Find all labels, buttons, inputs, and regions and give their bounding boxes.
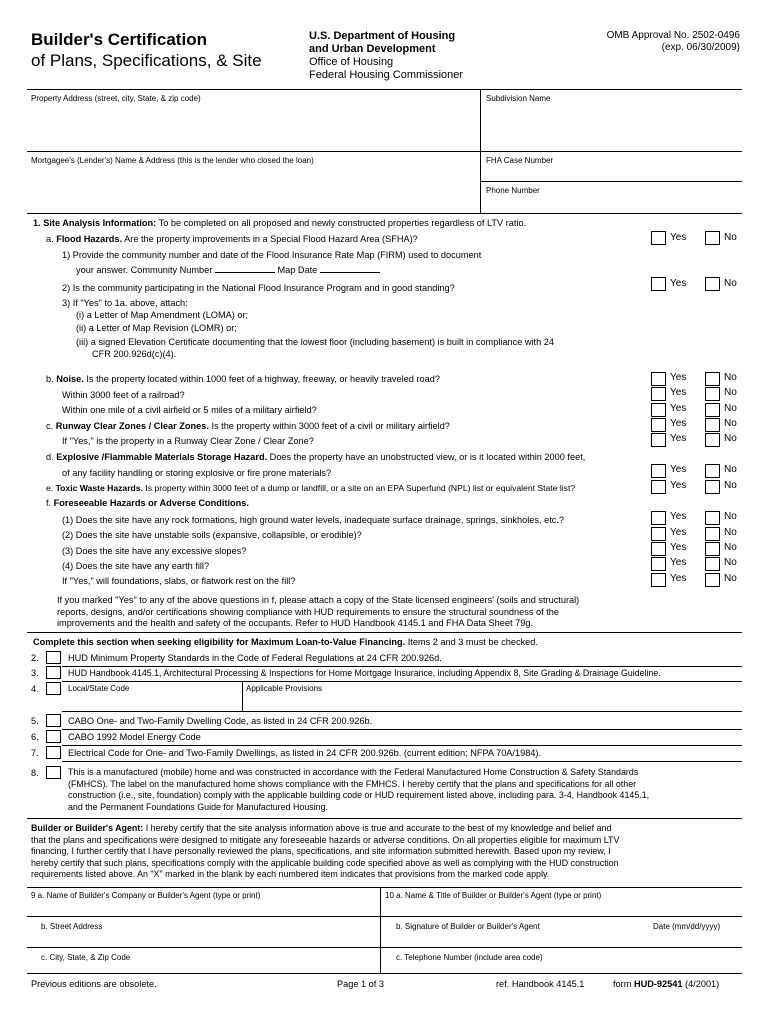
yes-checkbox[interactable]: [651, 231, 666, 245]
yes-label: Yes: [670, 278, 687, 289]
divider: [380, 887, 381, 973]
no-label: No: [724, 573, 737, 584]
community-number-field[interactable]: [215, 265, 275, 273]
divider: [62, 711, 742, 712]
divider: [27, 973, 742, 974]
yes-checkbox[interactable]: [651, 511, 666, 525]
omb-expiration: (exp. 06/30/2009): [661, 42, 740, 53]
agency-name-2: and Urban Development: [309, 43, 436, 55]
fha-case-field[interactable]: FHA Case Number: [486, 156, 554, 165]
item-8-text: This is a manufactured (mobile) home and was constructed in accordance with the Federal Manufactured Home Construction & Safety Standards (FMHCS). The label on the manufactured home shows compliance with the FMHCS. I hereby certify that the plans and specifications for all other construction (i.e., site, foundation) comply with the applicable building code or HUD requirement listed above, including para. 3-4, Handbook 4145.1, and the Permanent Foundations Guide for Manufactured Housing.: [68, 767, 650, 812]
yes-label: Yes: [670, 527, 687, 538]
divider: [242, 681, 243, 711]
telephone-field[interactable]: c. Telephone Number (include area code): [396, 953, 543, 962]
yes-label: Yes: [670, 480, 687, 491]
item-number: 4.: [31, 684, 39, 694]
item-5-checkbox[interactable]: [46, 714, 61, 727]
yes-label: Yes: [670, 511, 687, 522]
form-number: form HUD-92541 (4/2001): [613, 979, 720, 989]
divider: [27, 151, 742, 152]
yes-checkbox[interactable]: [651, 433, 666, 447]
no-label: No: [724, 403, 737, 414]
q-1b: b. Noise. Is the property located within 1000 feet of a highway, freeway, or heavily traveled road?: [46, 374, 440, 384]
no-checkbox[interactable]: [705, 511, 720, 525]
no-checkbox[interactable]: [705, 372, 720, 386]
yes-label: Yes: [670, 418, 687, 429]
divider: [27, 887, 742, 888]
no-checkbox[interactable]: [705, 403, 720, 417]
no-checkbox[interactable]: [705, 527, 720, 541]
no-checkbox[interactable]: [705, 418, 720, 432]
no-label: No: [724, 232, 737, 243]
agency-name: U.S. Department of Housing: [309, 30, 456, 42]
no-checkbox[interactable]: [705, 557, 720, 571]
item-7-text: Electrical Code for One- and Two-Family Dwellings, as listed in 24 CFR 200.926b. (current edition; NFPA 70A/1984).: [68, 748, 542, 758]
mortgagee-field[interactable]: Mortgagee's (Lender's) Name & Address (this is the lender who closed the loan): [31, 156, 314, 165]
divider: [27, 916, 742, 917]
no-checkbox[interactable]: [705, 464, 720, 478]
no-label: No: [724, 372, 737, 383]
subdivision-field[interactable]: Subdivision Name: [486, 94, 551, 103]
q-1a-3-i: (i) a Letter of Map Amendment (LOMA) or;: [76, 310, 249, 320]
agency-office: Office of Housing: [309, 56, 394, 68]
no-label: No: [724, 464, 737, 475]
local-code-field[interactable]: Local/State Code: [68, 684, 130, 693]
no-checkbox[interactable]: [705, 387, 720, 401]
item-6-checkbox[interactable]: [46, 730, 61, 743]
divider: [62, 745, 742, 746]
q-1a-3: 3) If "Yes" to 1a. above, attach:: [62, 298, 188, 308]
divider: [480, 181, 742, 182]
no-label: No: [724, 557, 737, 568]
item-2-text: HUD Minimum Property Standards in the Code of Federal Regulations at 24 CFR 200.926d.: [68, 653, 442, 663]
q-1a-3-ii: (ii) a Letter of Map Revision (LOMR) or;: [76, 323, 237, 333]
yes-label: Yes: [670, 557, 687, 568]
q-1a: a. Flood Hazards. Are the property improvements in a Special Flood Hazard Area (SFHA)?: [46, 234, 418, 244]
item-8-checkbox[interactable]: [46, 766, 61, 779]
item-number: 2.: [31, 653, 39, 663]
builder-name-title-field[interactable]: 10 a. Name & Title of Builder or Builder's Agent (type or print): [385, 891, 602, 900]
applicable-provisions-field[interactable]: Applicable Provisions: [246, 684, 323, 693]
agency-commissioner: Federal Housing Commissioner: [309, 69, 464, 81]
q-1a-3-iii: (iii) a signed Elevation Certificate documenting that the lowest floor (including basement) is built in compliance with 24: [76, 337, 554, 347]
yes-checkbox[interactable]: [651, 403, 666, 417]
no-checkbox[interactable]: [705, 480, 720, 494]
no-label: No: [724, 278, 737, 289]
property-address-field[interactable]: Property Address (street, city, State, & zip code): [31, 94, 201, 103]
omb-approval: [607, 30, 740, 54]
yes-label: Yes: [670, 232, 687, 243]
obsolete-notice: Previous editions are obsolete.: [31, 979, 157, 989]
divider: [62, 666, 742, 667]
item-number: 5.: [31, 716, 39, 726]
no-checkbox[interactable]: [705, 542, 720, 556]
yes-label: Yes: [670, 387, 687, 398]
item-7-checkbox[interactable]: [46, 746, 61, 759]
q-1a-1: 1) Provide the community number and date of the Flood Insurance Rate Map (FIRM) used to document: [62, 250, 482, 260]
q-1d-2: of any facility handling or storing explosive or fire prone materials?: [62, 468, 332, 478]
yes-label: Yes: [670, 464, 687, 475]
no-label: No: [724, 480, 737, 491]
no-label: No: [724, 418, 737, 429]
item-3-text: HUD Handbook 4145.1, Architectural Processing & Inspections for Home Mortgage Insurance, including Appendix 8, Site Grading & Drainage Guideline.: [68, 668, 661, 678]
item-number: 8.: [31, 768, 39, 778]
yes-checkbox[interactable]: [651, 480, 666, 494]
form-subtitle: of Plans, Specifications, & Site: [31, 51, 262, 70]
divider: [27, 632, 742, 633]
handbook-reference: ref. Handbook 4145.1: [496, 979, 585, 989]
ltv-heading: Complete this section when seeking eligibility for Maximum Loan-to-Value Financing. Items 2 and 3 must be checked.: [33, 637, 538, 647]
yes-label: Yes: [670, 403, 687, 414]
attachment-note: If you marked "Yes" to any of the above questions in f, please attach a copy of the State licensed engineers' (soils and structural) reports, designs, and/or certifications showing compliance with HUD requirements to ensure the structural soundness of the improvements and the health and safety of the occupants. Refer to HUD Handbook 4145.1 and FHA Data Sheet 79g.: [57, 595, 580, 628]
divider: [62, 761, 742, 762]
divider: [27, 213, 742, 214]
yes-checkbox[interactable]: [651, 557, 666, 571]
q-1f: f. Foreseeable Hazards or Adverse Conditions.: [46, 498, 249, 508]
yes-checkbox[interactable]: [651, 372, 666, 386]
item-5-text: CABO One- and Two-Family Dwelling Code, as listed in 24 CFR 200.926b.: [68, 716, 373, 726]
date-field[interactable]: Date (mm/dd/yyyy): [653, 922, 721, 931]
yes-checkbox[interactable]: [651, 527, 666, 541]
no-checkbox[interactable]: [705, 277, 720, 291]
yes-label: Yes: [670, 433, 687, 444]
yes-label: Yes: [670, 372, 687, 383]
agency-block: [309, 30, 463, 82]
yes-checkbox[interactable]: [651, 387, 666, 401]
q-1c: c. Runway Clear Zones / Clear Zones. Is the property within 3000 feet of a civil or military airfield?: [46, 421, 450, 431]
yes-label: Yes: [670, 542, 687, 553]
certification-statement: Builder or Builder's Agent: I hereby certify that the site analysis information above is true and accurate to the best of my knowledge and belief and that the plans and specifications were designed to mitigate any foreseeable hazards or adverse conditions. On all properties eligible for maximum LTV financing, I further certify that I have personally reviewed the plans, specifications, and site information submitted herewith. Based upon my review, I hereby certify that such plans, specifications comply with the applicable building code specified above as well as complying with the HUD construction requirements listed above. An "X" marked in the blank by each numbered item indicates that provisions from the marked code apply.: [31, 823, 620, 879]
divider: [62, 729, 742, 730]
q-1a-2: 2) Is the community participating in the National Flood Insurance Program and in good standing?: [62, 283, 455, 293]
divider: [27, 818, 742, 819]
q-1f-2: (2) Does the site have unstable soils (expansive, collapsible, or erodible)?: [62, 530, 362, 540]
yes-checkbox[interactable]: [651, 464, 666, 478]
q-1a-1-cont: your answer. Community Number Map Date: [76, 265, 380, 275]
q-1e: e. Toxic Waste Hazards. Is property within 3000 feet of a dump or landfill, or a site on an EPA Superfund (NPL) list or equivalent State list?: [46, 483, 576, 493]
item-number: 6.: [31, 732, 39, 742]
item-4-checkbox[interactable]: [46, 682, 61, 695]
no-label: No: [724, 387, 737, 398]
no-label: No: [724, 542, 737, 553]
no-checkbox[interactable]: [705, 573, 720, 587]
q-1f-1: (1) Does the site have any rock formations, high ground water levels, inadequate surface drainage, springs, sinkholes, etc.?: [62, 515, 565, 525]
omb-number: OMB Approval No. 2502-0496: [606, 30, 740, 41]
no-checkbox[interactable]: [705, 433, 720, 447]
yes-checkbox[interactable]: [651, 277, 666, 291]
item-2-checkbox[interactable]: [46, 651, 61, 664]
yes-checkbox[interactable]: [651, 542, 666, 556]
divider: [62, 681, 742, 682]
section1-heading: 1. Site Analysis Information: To be completed on all proposed and newly constructed properties regardless of LTV ratio.: [33, 218, 527, 228]
divider: [27, 947, 742, 948]
phone-field[interactable]: Phone Number: [486, 186, 540, 195]
item-6-text: CABO 1992 Model Energy Code: [68, 732, 201, 742]
item-number: 3.: [31, 668, 39, 678]
no-checkbox[interactable]: [705, 231, 720, 245]
city-state-zip-field[interactable]: c. City, State, & Zip Code: [41, 953, 131, 962]
item-number: 7.: [31, 748, 39, 758]
q-1c-2: If "Yes," is the property in a Runway Clear Zone / Clear Zone?: [62, 436, 314, 446]
yes-checkbox[interactable]: [651, 418, 666, 432]
yes-checkbox[interactable]: [651, 573, 666, 587]
q-1f-5: If "Yes," will foundations, slabs, or flatwork rest on the fill?: [62, 576, 296, 586]
no-label: No: [724, 527, 737, 538]
page-number: Page 1 of 3: [337, 979, 384, 989]
q-1b-2: Within 3000 feet of a railroad?: [62, 390, 185, 400]
no-label: No: [724, 433, 737, 444]
item-3-checkbox[interactable]: [46, 666, 61, 679]
q-1f-3: (3) Does the site have any excessive slopes?: [62, 546, 247, 556]
builder-company-field[interactable]: 9 a. Name of Builder's Company or Builder's Agent (type or print): [31, 891, 261, 900]
q-1d: d. Explosive /Flammable Materials Storage Hazard. Does the property have an unobstructed view, or is it located within 2000 feet,: [46, 452, 586, 462]
q-1a-3-iii-cont: CFR 200.926d(c)(4).: [92, 349, 177, 359]
signature-field[interactable]: b. Signature of Builder or Builder's Agent: [396, 922, 540, 931]
map-date-field[interactable]: [320, 265, 380, 273]
yes-label: Yes: [670, 573, 687, 584]
no-label: No: [724, 511, 737, 522]
q-1b-3: Within one mile of a civil airfield or 5 miles of a military airfield?: [62, 405, 317, 415]
q-1f-4: (4) Does the site have any earth fill?: [62, 561, 210, 571]
divider: [27, 89, 742, 90]
form-title: Builder's Certification: [31, 30, 207, 49]
street-address-field[interactable]: b. Street Address: [41, 922, 103, 931]
